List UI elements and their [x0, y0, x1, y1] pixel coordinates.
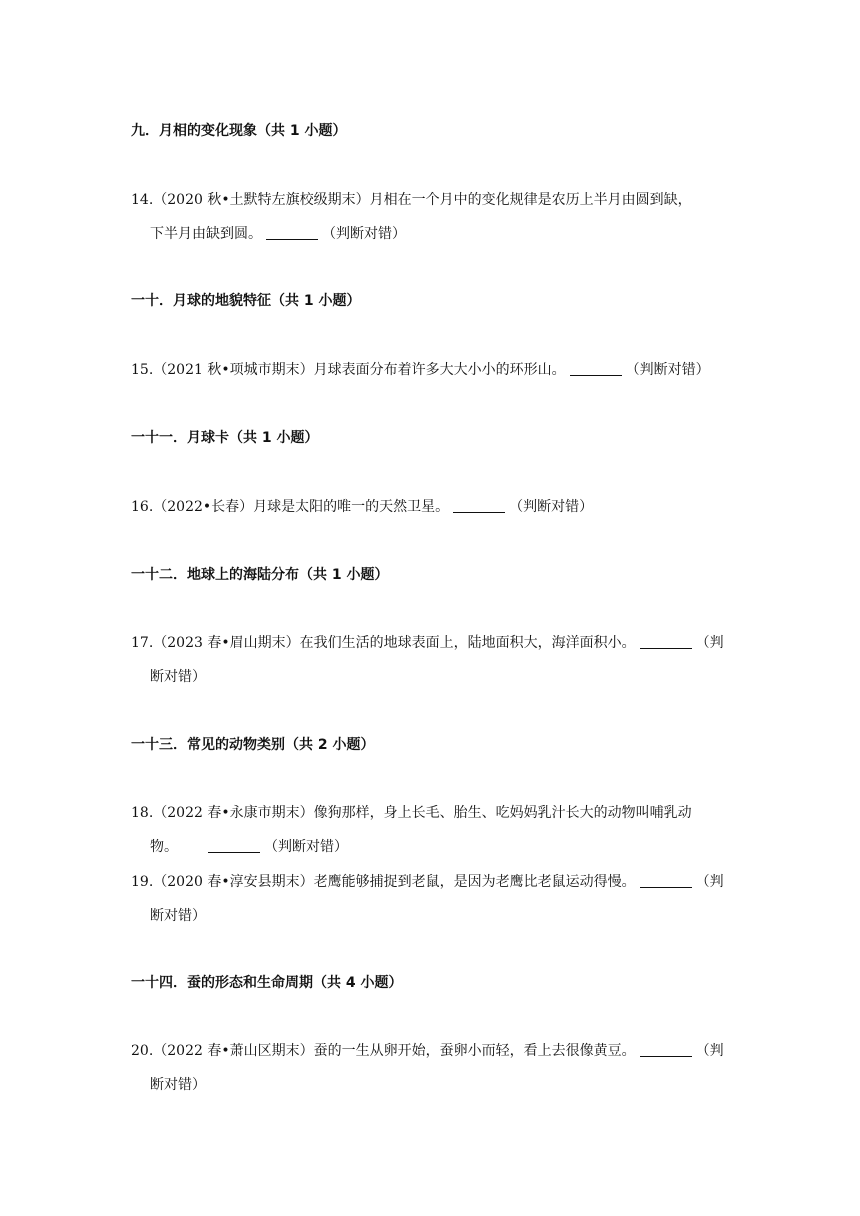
- question-14-text: 下半月由缺到圆。: [150, 226, 262, 242]
- question-18-text: 物。: [150, 839, 178, 855]
- question-14: [131, 190, 731, 244]
- answer-blank[interactable]: [208, 838, 260, 853]
- question-15-suffix: （判断对错）: [625, 362, 710, 378]
- question-20: [131, 1041, 731, 1095]
- question-17-text: 17.（2023 春•眉山期末）在我们生活的地球表面上，陆地面积大，海洋面积小。: [131, 635, 636, 651]
- answer-blank[interactable]: [266, 225, 318, 240]
- answer-blank[interactable]: [640, 873, 692, 888]
- section-heading-10: 一十．月球的地貌特征（共 1 小题）: [131, 293, 361, 309]
- question-16-text: 16.（2022•长春）月球是太阳的唯一的天然卫星。: [131, 499, 450, 515]
- question-15: [131, 360, 731, 380]
- question-14-line1: 14.（2020 秋•土默特左旗校级期末）月相在一个月中的变化规律是农历上半月由圆到缺，: [131, 192, 692, 208]
- question-20-suffix: （判: [695, 1043, 724, 1059]
- question-18-line1: 18.（2022 春•永康市期末）像狗那样，身上长毛、胎生、吃妈妈乳汁长大的动物叫哺乳动: [131, 805, 692, 821]
- answer-blank[interactable]: [453, 498, 505, 513]
- question-19-line2: 断对错）: [150, 908, 206, 924]
- question-19: [131, 872, 731, 926]
- question-14-line2: [131, 224, 731, 244]
- question-15-text: 15.（2021 秋•项城市期末）月球表面分布着许多大大小小的环形山。: [131, 362, 566, 378]
- section-heading-11: 一十一．月球卡（共 1 小题）: [131, 430, 319, 446]
- section-heading-14: 一十四．蚕的形态和生命周期（共 4 小题）: [131, 975, 403, 991]
- question-16-suffix: （判断对错）: [509, 499, 594, 515]
- section-heading-13: 一十三．常见的动物类别（共 2 小题）: [131, 737, 375, 753]
- question-16: [131, 497, 731, 517]
- section-heading-12: 一十二．地球上的海陆分布（共 1 小题）: [131, 567, 389, 583]
- answer-blank[interactable]: [570, 361, 622, 376]
- question-18: [131, 803, 731, 857]
- question-17-line2: 断对错）: [150, 669, 206, 685]
- question-19-text: 19.（2020 春•淳安县期末）老鹰能够捕捉到老鼠，是因为老鹰比老鼠运动得慢。: [131, 874, 636, 890]
- question-17-suffix: （判: [695, 635, 724, 651]
- question-14-suffix: （判断对错）: [322, 226, 406, 242]
- question-19-suffix: （判: [695, 874, 724, 890]
- question-17: [131, 633, 731, 687]
- answer-blank[interactable]: [640, 1042, 692, 1057]
- question-20-text: 20.（2022 春•萧山区期末）蚕的一生从卵开始，蚕卵小而轻，看上去很像黄豆。: [131, 1043, 636, 1059]
- question-20-line2: 断对错）: [150, 1077, 206, 1093]
- question-18-suffix: （判断对错）: [264, 839, 348, 855]
- section-heading-9: 九．月相的变化现象（共 1 小题）: [131, 123, 347, 139]
- question-18-line2: [131, 837, 731, 857]
- answer-blank[interactable]: [640, 634, 692, 649]
